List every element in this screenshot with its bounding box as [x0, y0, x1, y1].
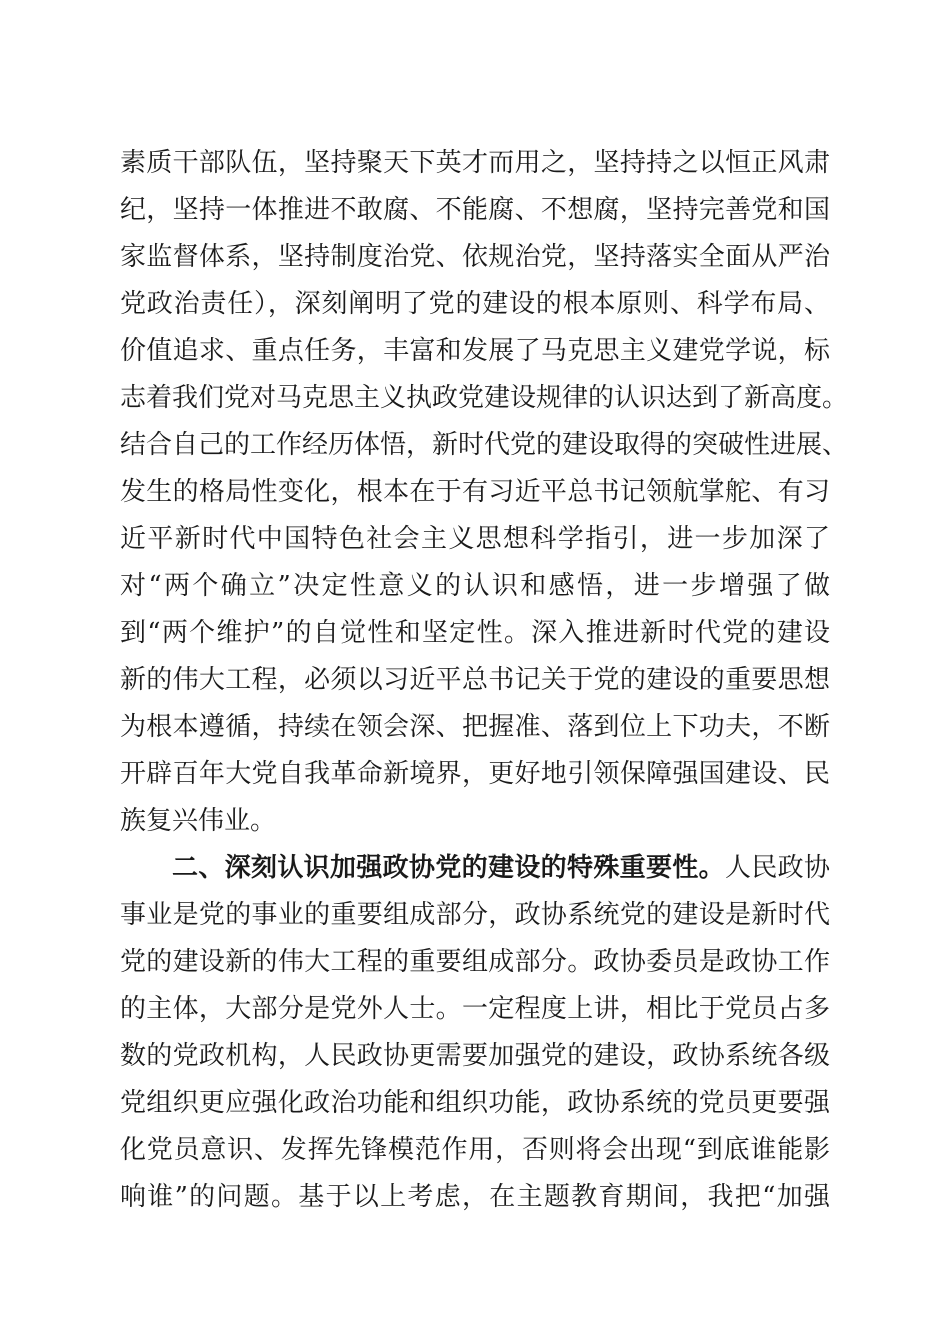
paragraph-line: 素质干部队伍，坚持聚天下英才而用之，坚持持之以恒正风肃	[120, 148, 830, 178]
paragraph-line: 志着我们党对马克思主义执政党建设规律的认识达到了新高度。	[120, 383, 849, 413]
section-heading: 二、深刻认识加强政协党的建设的特殊重要性。	[172, 853, 725, 883]
paragraph-first-line	[120, 845, 830, 892]
heading-followup-text: 人民政协	[724, 853, 830, 883]
paragraph-line: 家监督体系，坚持制度治党、依规治党，坚持落实全面从严治	[120, 242, 830, 272]
paragraph-line: 数的党政机构，人民政协更需要加强党的建设，政协系统各级	[120, 1041, 830, 1071]
paragraph-line: 价值追求、重点任务，丰富和发展了马克思主义建党学说，标	[120, 336, 830, 366]
paragraph-line: 的主体，大部分是党外人士。一定程度上讲，相比于党员占多	[120, 994, 830, 1024]
paragraph-1	[120, 140, 849, 845]
paragraph-line: 纪，坚持一体推进不敢腐、不能腐、不想腐，坚持完善党和国	[120, 195, 830, 225]
paragraph-line: 近平新时代中国特色社会主义思想科学指引，进一步加深了	[120, 524, 830, 554]
paragraph-line: 新的伟大工程，必须以习近平总书记关于党的建设的重要思想	[120, 665, 830, 695]
paragraph-line: 对“两个确立”决定性意义的认识和感悟，进一步增强了做	[120, 571, 830, 601]
paragraph-line: 为根本遵循，持续在领会深、把握准、落到位上下功夫，不断	[120, 712, 830, 742]
document-body	[120, 140, 849, 1221]
paragraph-line: 到“两个维护”的自觉性和坚定性。深入推进新时代党的建设	[120, 618, 830, 648]
paragraph-line: 响谁”的问题。基于以上考虑，在主题教育期间，我把“加强	[120, 1182, 830, 1212]
paragraph-line: 党的建设新的伟大工程的重要组成部分。政协委员是政协工作	[120, 947, 830, 977]
paragraph-line: 化党员意识、发挥先锋模范作用，否则将会出现“到底谁能影	[120, 1135, 830, 1165]
paragraph-line: 族复兴伟业。	[120, 806, 277, 836]
paragraph-line: 结合自己的工作经历体悟，新时代党的建设取得的突破性进展、	[120, 430, 849, 460]
paragraph-line: 开辟百年大党自我革命新境界，更好地引领保障强国建设、民	[120, 759, 830, 789]
paragraph-line: 党政治责任），深刻阐明了党的建设的根本原则、科学布局、	[120, 289, 830, 319]
paragraph-line: 发生的格局性变化，根本在于有习近平总书记领航掌舵、有习	[120, 477, 830, 507]
paragraph-line: 党组织更应强化政治功能和组织功能，政协系统的党员更要强	[120, 1088, 830, 1118]
paragraph-2	[120, 845, 830, 1221]
paragraph-line: 事业是党的事业的重要组成部分，政协系统党的建设是新时代	[120, 900, 830, 930]
